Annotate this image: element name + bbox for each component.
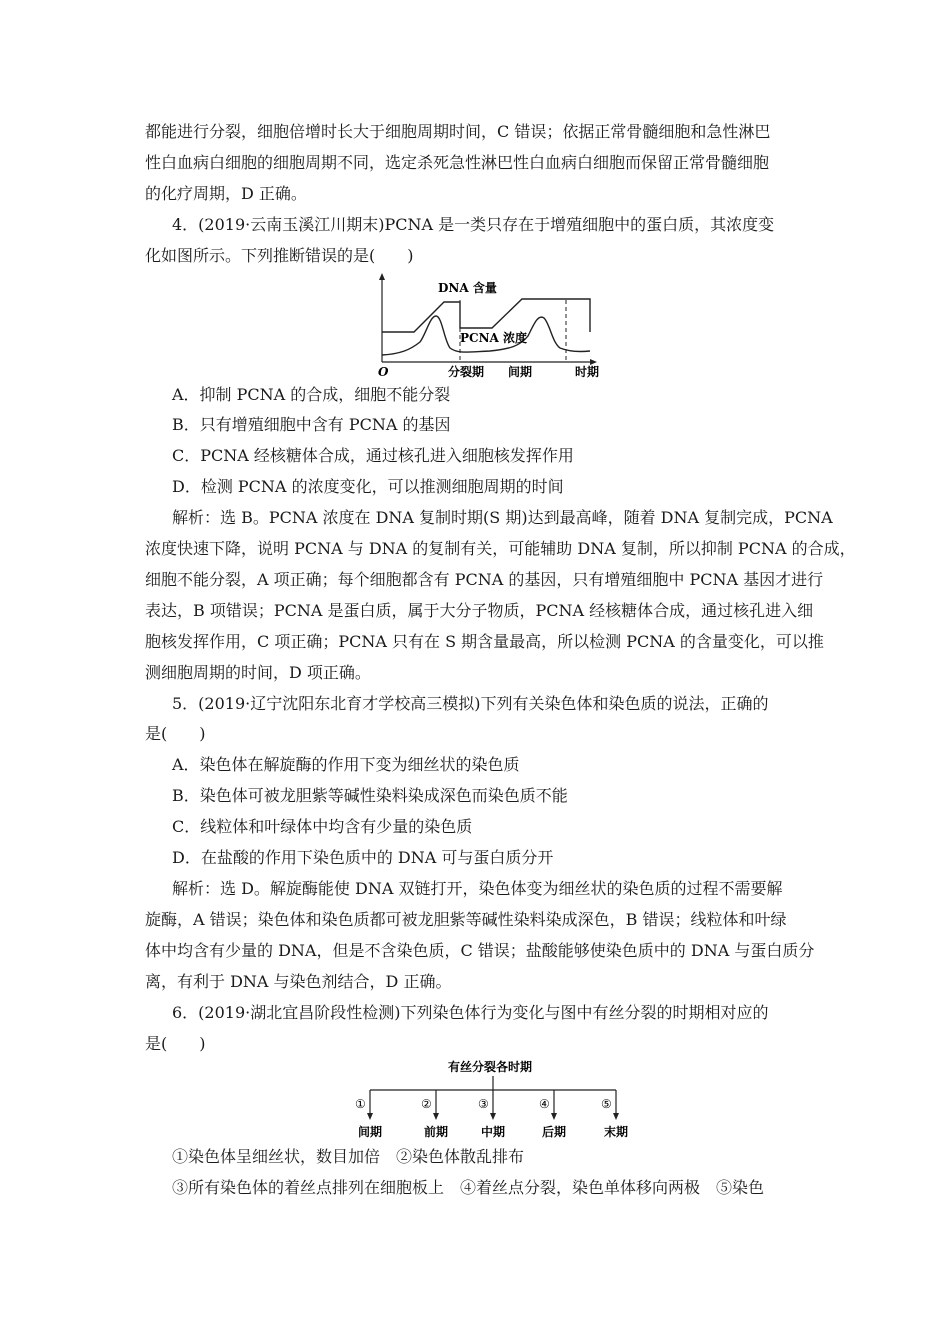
arrow-4 [551, 1113, 557, 1120]
phase-prophase: 前期 [424, 1125, 449, 1139]
dna-content-label: DNA 含量 [438, 281, 497, 295]
marker-4: ④ [539, 1097, 550, 1111]
q5-stem-line-2: 是( ) [145, 724, 206, 743]
q5-analysis-line-3: 体中均含有少量的 DNA，但是不含染色质，C 错误；盐酸能够使染色质中的 DNA 与蛋白质分 [145, 941, 815, 960]
q5-option-d: D．在盐酸的作用下染色质中的 DNA 可与蛋白质分开 [172, 848, 554, 867]
q5-analysis-line-4: 离，有利于 DNA 与染色剂结合，D 正确。 [145, 972, 452, 991]
q5-option-c: C．线粒体和叶绿体中均含有少量的染色质 [172, 817, 473, 836]
pcna-concentration-label: PCNA 浓度 [460, 331, 528, 345]
prev-answer-line-1: 都能进行分裂，细胞倍增时长大于细胞周期时间，C 错误；依据正常骨髓细胞和急性淋巴 [145, 122, 771, 141]
q4-analysis-line-3: 细胞不能分裂，A 项正确；每个细胞都含有 PCNA 的基因，只有增殖细胞中 PCNA 基因才进行 [145, 570, 824, 589]
q5-analysis-line-1: 解析：选 D。解旋酶能使 DNA 双链打开，染色体变为细丝状的染色质的过程不需要解 [172, 879, 783, 898]
q4-analysis-line-2: 浓度快速下降，说明 PCNA 与 DNA 的复制有关，可能辅助 DNA 复制，所以抑制 PCNA 的合成， [145, 539, 856, 558]
diagram-title: 有丝分裂各时期 [448, 1060, 533, 1074]
q4-option-c: C．PCNA 经核糖体合成，通过核孔进入细胞核发挥作用 [172, 446, 574, 465]
arrow-5 [613, 1113, 619, 1120]
phase-telophase: 末期 [604, 1125, 629, 1139]
q5-option-a: A．染色体在解旋酶的作用下变为细丝状的染色质 [172, 755, 520, 774]
dna-content-line [382, 299, 590, 332]
marker-3: ③ [478, 1097, 489, 1111]
arrow-1 [367, 1113, 373, 1120]
q5-stem-line-1: 5．(2019·辽宁沈阳东北育才学校高三模拟)下列有关染色体和染色质的说法，正确的 [172, 694, 769, 713]
q5-analysis-line-2: 旋酶，A 错误；染色体和染色质都可被龙胆紫等碱性染料染成深色，B 错误；线粒体和叶绿 [145, 910, 787, 929]
prev-answer-line-2: 性白血病白细胞的细胞周期不同，选定杀死急性淋巴性白血病白细胞而保留正常骨髓细胞 [145, 153, 770, 172]
q4-analysis-line-1: 解析：选 B。PCNA 浓度在 DNA 复制时期(S 期)达到最高峰，随着 DNA 复制完成，PCNA [172, 508, 833, 527]
q4-analysis-line-4: 表达，B 项错误；PCNA 是蛋白质，属于大分子物质，PCNA 经核糖体合成，通过核孔进入细 [145, 601, 814, 620]
pcna-chart [370, 272, 610, 382]
x-label-mitosis: 分裂期 [448, 365, 485, 379]
x-label-interphase: 间期 [508, 365, 533, 379]
phase-anaphase: 后期 [542, 1125, 567, 1139]
y-axis-arrow [379, 273, 385, 280]
q4-analysis-line-5: 胞核发挥作用，C 项正确；PCNA 只有在 S 期含量最高，所以检测 PCNA 的含量变化，可以推 [145, 632, 824, 651]
marker-1: ① [355, 1097, 366, 1111]
q4-option-d: D．检测 PCNA 的浓度变化，可以推测细胞周期的时间 [172, 477, 564, 496]
x-label-time: 时期 [575, 365, 600, 379]
q6-stem-line-1: 6．(2019·湖北宜昌阶段性检测)下列染色体行为变化与图中有丝分裂的时期相对应的 [172, 1003, 769, 1022]
q4-option-b: B．只有增殖细胞中含有 PCNA 的基因 [172, 415, 451, 434]
q4-stem-line-1: 4．(2019·云南玉溪江川期末)PCNA 是一类只存在于增殖细胞中的蛋白质，其浓度变 [172, 215, 775, 234]
arrow-2 [433, 1113, 439, 1120]
q4-option-a: A．抑制 PCNA 的合成，细胞不能分裂 [172, 385, 451, 404]
mitosis-phases-diagram [340, 1056, 640, 1144]
q4-stem-line-2: 化如图所示。下列推断错误的是( ) [145, 246, 414, 265]
phase-metaphase: 中期 [481, 1125, 506, 1139]
marker-2: ② [421, 1097, 432, 1111]
prev-answer-line-3: 的化疗周期，D 正确。 [145, 184, 307, 203]
q4-analysis-line-6: 测细胞周期的时间，D 项正确。 [145, 663, 371, 682]
q6-item-line-2: ③所有染色体的着丝点排列在细胞板上 ④着丝点分裂，染色单体移向两极 ⑤染色 [172, 1178, 765, 1197]
q6-stem-line-2: 是( ) [145, 1034, 206, 1053]
arrow-3 [490, 1113, 496, 1120]
q6-item-line-1: ①染色体呈细丝状，数目加倍 ②染色体散乱排布 [172, 1147, 525, 1166]
q5-option-b: B．染色体可被龙胆紫等碱性染料染成深色而染色质不能 [172, 786, 568, 805]
marker-5: ⑤ [601, 1097, 612, 1111]
phase-interphase: 间期 [358, 1125, 383, 1139]
origin-label: O [378, 365, 389, 379]
